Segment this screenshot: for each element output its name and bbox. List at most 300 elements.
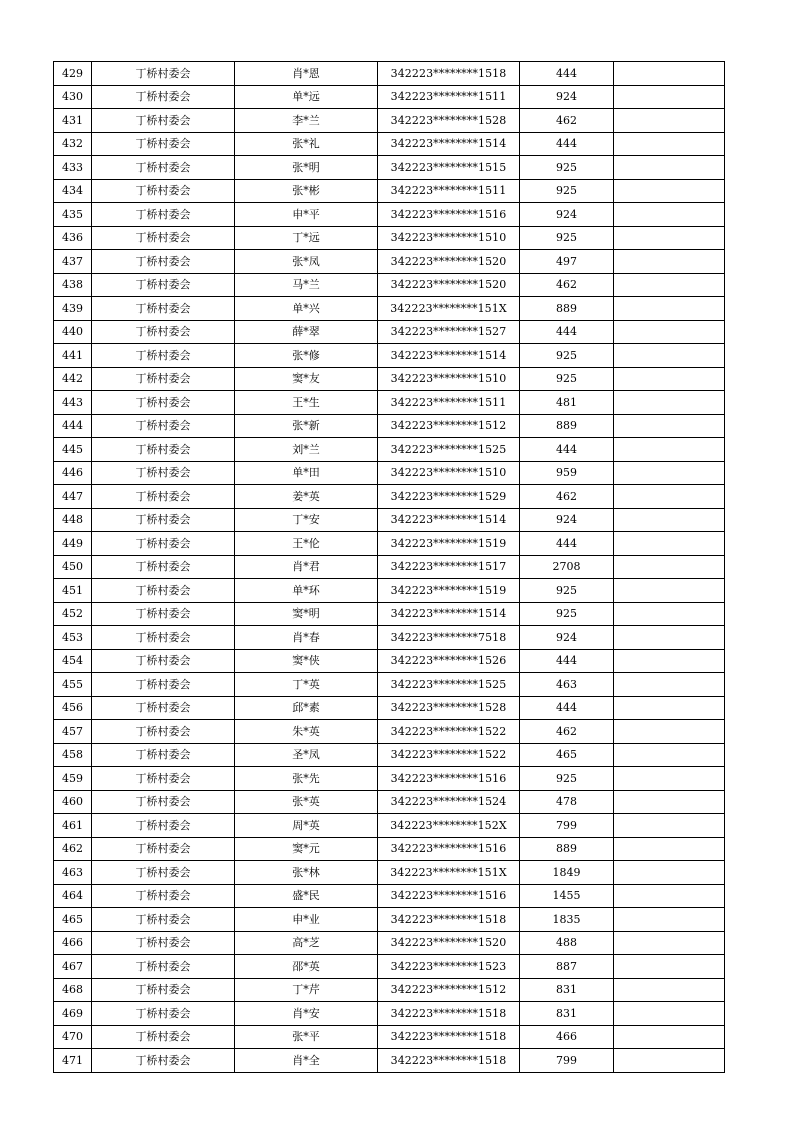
table-row [54,250,725,274]
table-row [54,62,725,86]
table-row [54,132,725,156]
amount-cell: 889 [520,837,614,861]
person-name-cell: 单*田 [235,461,378,485]
id-number-cell: 342223********1518 [378,1049,520,1073]
amount-cell: 1455 [520,884,614,908]
person-name-cell: 肖*全 [235,1049,378,1073]
id-number-cell: 342223********1510 [378,226,520,250]
row-number-cell: 439 [54,297,92,321]
village-cell: 丁桥村委会 [92,978,235,1002]
village-cell: 丁桥村委会 [92,85,235,109]
village-cell: 丁桥村委会 [92,203,235,227]
person-name-cell: 朱*英 [235,720,378,744]
person-name-cell: 王*生 [235,391,378,415]
amount-cell: 462 [520,485,614,509]
id-number-cell: 342223********1523 [378,955,520,979]
row-number-cell: 457 [54,720,92,744]
row-number-cell: 455 [54,673,92,697]
note-cell [614,1049,725,1073]
amount-cell: 831 [520,1002,614,1026]
id-number-cell: 342223********1520 [378,273,520,297]
village-cell: 丁桥村委会 [92,626,235,650]
note-cell [614,250,725,274]
amount-cell: 444 [520,532,614,556]
table-row [54,978,725,1002]
row-number-cell: 459 [54,767,92,791]
id-number-cell: 342223********1516 [378,203,520,227]
amount-cell: 925 [520,344,614,368]
row-number-cell: 454 [54,649,92,673]
amount-cell: 925 [520,156,614,180]
id-number-cell: 342223********1510 [378,461,520,485]
row-number-cell: 441 [54,344,92,368]
id-number-cell: 342223********1516 [378,837,520,861]
village-cell: 丁桥村委会 [92,156,235,180]
amount-cell: 925 [520,767,614,791]
amount-cell: 444 [520,696,614,720]
village-cell: 丁桥村委会 [92,508,235,532]
id-number-cell: 342223********151X [378,861,520,885]
note-cell [614,861,725,885]
village-cell: 丁桥村委会 [92,179,235,203]
table-row [54,767,725,791]
person-name-cell: 盛*民 [235,884,378,908]
village-cell: 丁桥村委会 [92,767,235,791]
note-cell [614,156,725,180]
note-cell [614,226,725,250]
id-number-cell: 342223********1516 [378,767,520,791]
id-number-cell: 342223********152X [378,814,520,838]
amount-cell: 924 [520,85,614,109]
amount-cell: 444 [520,132,614,156]
row-number-cell: 469 [54,1002,92,1026]
table-row [54,320,725,344]
id-number-cell: 342223********1518 [378,62,520,86]
person-name-cell: 窦*元 [235,837,378,861]
note-cell [614,743,725,767]
table-row [54,297,725,321]
id-number-cell: 342223********1511 [378,391,520,415]
note-cell [614,297,725,321]
table-row [54,649,725,673]
row-number-cell: 447 [54,485,92,509]
village-cell: 丁桥村委会 [92,391,235,415]
row-number-cell: 444 [54,414,92,438]
table-row [54,579,725,603]
amount-cell: 478 [520,790,614,814]
person-name-cell: 张*礼 [235,132,378,156]
village-cell: 丁桥村委会 [92,908,235,932]
amount-cell: 925 [520,579,614,603]
table-row [54,814,725,838]
person-name-cell: 丁*芹 [235,978,378,1002]
row-number-cell: 440 [54,320,92,344]
person-name-cell: 刘*兰 [235,438,378,462]
amount-cell: 2708 [520,555,614,579]
id-number-cell: 342223********1514 [378,508,520,532]
note-cell [614,203,725,227]
table-row [54,790,725,814]
person-name-cell: 肖*君 [235,555,378,579]
note-cell [614,109,725,133]
note-cell [614,85,725,109]
village-cell: 丁桥村委会 [92,790,235,814]
table-row [54,837,725,861]
table-row [54,955,725,979]
table-row [54,485,725,509]
row-number-cell: 436 [54,226,92,250]
amount-cell: 462 [520,273,614,297]
amount-cell: 799 [520,814,614,838]
amount-cell: 1835 [520,908,614,932]
id-number-cell: 342223********1518 [378,1025,520,1049]
row-number-cell: 435 [54,203,92,227]
row-number-cell: 429 [54,62,92,86]
note-cell [614,461,725,485]
id-number-cell: 342223********1520 [378,250,520,274]
note-cell [614,673,725,697]
row-number-cell: 446 [54,461,92,485]
village-cell: 丁桥村委会 [92,814,235,838]
village-cell: 丁桥村委会 [92,1049,235,1073]
note-cell [614,414,725,438]
person-name-cell: 窦*友 [235,367,378,391]
person-name-cell: 张*先 [235,767,378,791]
table-row [54,532,725,556]
row-number-cell: 461 [54,814,92,838]
amount-cell: 925 [520,367,614,391]
person-name-cell: 薛*翠 [235,320,378,344]
note-cell [614,579,725,603]
note-cell [614,132,725,156]
id-number-cell: 342223********1514 [378,602,520,626]
amount-cell: 444 [520,649,614,673]
row-number-cell: 433 [54,156,92,180]
row-number-cell: 460 [54,790,92,814]
person-name-cell: 邵*英 [235,955,378,979]
person-name-cell: 张*彬 [235,179,378,203]
id-number-cell: 342223********1518 [378,1002,520,1026]
id-number-cell: 342223********1515 [378,156,520,180]
amount-cell: 462 [520,109,614,133]
id-number-cell: 342223********1518 [378,908,520,932]
village-cell: 丁桥村委会 [92,438,235,462]
table-row [54,85,725,109]
person-name-cell: 肖*安 [235,1002,378,1026]
person-name-cell: 张*修 [235,344,378,368]
amount-cell: 444 [520,438,614,462]
village-cell: 丁桥村委会 [92,720,235,744]
village-cell: 丁桥村委会 [92,367,235,391]
id-number-cell: 342223********1514 [378,344,520,368]
id-number-cell: 342223********1511 [378,179,520,203]
id-number-cell: 342223********1527 [378,320,520,344]
note-cell [614,1025,725,1049]
row-number-cell: 445 [54,438,92,462]
id-number-cell: 342223********1511 [378,85,520,109]
table-row [54,391,725,415]
note-cell [614,884,725,908]
id-number-cell: 342223********1512 [378,414,520,438]
row-number-cell: 463 [54,861,92,885]
table-row [54,344,725,368]
person-name-cell: 圣*凤 [235,743,378,767]
row-number-cell: 467 [54,955,92,979]
note-cell [614,320,725,344]
village-cell: 丁桥村委会 [92,649,235,673]
table-body [54,62,725,1073]
subsidy-table [53,61,725,1073]
table-row [54,884,725,908]
amount-cell: 444 [520,62,614,86]
id-number-cell: 342223********1528 [378,109,520,133]
village-cell: 丁桥村委会 [92,696,235,720]
amount-cell: 465 [520,743,614,767]
id-number-cell: 342223********151X [378,297,520,321]
amount-cell: 889 [520,297,614,321]
note-cell [614,62,725,86]
row-number-cell: 437 [54,250,92,274]
person-name-cell: 单*远 [235,85,378,109]
note-cell [614,179,725,203]
row-number-cell: 448 [54,508,92,532]
id-number-cell: 342223********1525 [378,673,520,697]
amount-cell: 887 [520,955,614,979]
village-cell: 丁桥村委会 [92,555,235,579]
note-cell [614,532,725,556]
table-row [54,602,725,626]
table-row [54,555,725,579]
id-number-cell: 342223********1524 [378,790,520,814]
person-name-cell: 周*英 [235,814,378,838]
note-cell [614,273,725,297]
id-number-cell: 342223********1528 [378,696,520,720]
table-row [54,696,725,720]
note-cell [614,367,725,391]
table-row [54,226,725,250]
table-row [54,109,725,133]
table-row [54,179,725,203]
row-number-cell: 438 [54,273,92,297]
id-number-cell: 342223********1514 [378,132,520,156]
row-number-cell: 465 [54,908,92,932]
person-name-cell: 张*新 [235,414,378,438]
person-name-cell: 窦*明 [235,602,378,626]
village-cell: 丁桥村委会 [92,579,235,603]
table-row [54,1049,725,1073]
amount-cell: 959 [520,461,614,485]
village-cell: 丁桥村委会 [92,226,235,250]
row-number-cell: 430 [54,85,92,109]
person-name-cell: 王*伦 [235,532,378,556]
row-number-cell: 458 [54,743,92,767]
id-number-cell: 342223********1522 [378,743,520,767]
village-cell: 丁桥村委会 [92,109,235,133]
table-row [54,626,725,650]
village-cell: 丁桥村委会 [92,931,235,955]
note-cell [614,955,725,979]
person-name-cell: 肖*恩 [235,62,378,86]
person-name-cell: 张*明 [235,156,378,180]
table-row [54,673,725,697]
row-number-cell: 434 [54,179,92,203]
village-cell: 丁桥村委会 [92,532,235,556]
person-name-cell: 高*芝 [235,931,378,955]
village-cell: 丁桥村委会 [92,743,235,767]
table-row [54,156,725,180]
note-cell [614,391,725,415]
person-name-cell: 窦*侠 [235,649,378,673]
amount-cell: 925 [520,226,614,250]
table-row [54,1025,725,1049]
row-number-cell: 466 [54,931,92,955]
person-name-cell: 张*林 [235,861,378,885]
amount-cell: 466 [520,1025,614,1049]
person-name-cell: 张*平 [235,1025,378,1049]
table-row [54,931,725,955]
id-number-cell: 342223********1516 [378,884,520,908]
amount-cell: 799 [520,1049,614,1073]
note-cell [614,908,725,932]
note-cell [614,696,725,720]
row-number-cell: 468 [54,978,92,1002]
id-number-cell: 342223********1529 [378,485,520,509]
note-cell [614,767,725,791]
village-cell: 丁桥村委会 [92,602,235,626]
person-name-cell: 单*环 [235,579,378,603]
table-row [54,1002,725,1026]
note-cell [614,626,725,650]
village-cell: 丁桥村委会 [92,414,235,438]
table-row [54,414,725,438]
note-cell [614,602,725,626]
person-name-cell: 张*英 [235,790,378,814]
person-name-cell: 申*平 [235,203,378,227]
row-number-cell: 464 [54,884,92,908]
person-name-cell: 肖*春 [235,626,378,650]
row-number-cell: 431 [54,109,92,133]
amount-cell: 444 [520,320,614,344]
village-cell: 丁桥村委会 [92,485,235,509]
id-number-cell: 342223********7518 [378,626,520,650]
table-row [54,720,725,744]
village-cell: 丁桥村委会 [92,884,235,908]
village-cell: 丁桥村委会 [92,1002,235,1026]
row-number-cell: 471 [54,1049,92,1073]
note-cell [614,978,725,1002]
amount-cell: 497 [520,250,614,274]
amount-cell: 925 [520,179,614,203]
person-name-cell: 单*兴 [235,297,378,321]
table-row [54,508,725,532]
table-row [54,743,725,767]
village-cell: 丁桥村委会 [92,62,235,86]
person-name-cell: 邱*素 [235,696,378,720]
id-number-cell: 342223********1526 [378,649,520,673]
person-name-cell: 丁*安 [235,508,378,532]
id-number-cell: 342223********1517 [378,555,520,579]
row-number-cell: 456 [54,696,92,720]
village-cell: 丁桥村委会 [92,837,235,861]
table-row [54,203,725,227]
id-number-cell: 342223********1520 [378,931,520,955]
village-cell: 丁桥村委会 [92,344,235,368]
note-cell [614,438,725,462]
id-number-cell: 342223********1519 [378,579,520,603]
amount-cell: 488 [520,931,614,955]
village-cell: 丁桥村委会 [92,1025,235,1049]
data-sheet [53,61,718,1073]
village-cell: 丁桥村委会 [92,297,235,321]
row-number-cell: 462 [54,837,92,861]
amount-cell: 924 [520,626,614,650]
id-number-cell: 342223********1519 [378,532,520,556]
id-number-cell: 342223********1525 [378,438,520,462]
amount-cell: 889 [520,414,614,438]
note-cell [614,344,725,368]
person-name-cell: 丁*英 [235,673,378,697]
table-row [54,367,725,391]
row-number-cell: 443 [54,391,92,415]
amount-cell: 481 [520,391,614,415]
amount-cell: 924 [520,508,614,532]
amount-cell: 925 [520,602,614,626]
table-row [54,273,725,297]
amount-cell: 463 [520,673,614,697]
person-name-cell: 丁*远 [235,226,378,250]
village-cell: 丁桥村委会 [92,250,235,274]
table-row [54,438,725,462]
village-cell: 丁桥村委会 [92,955,235,979]
amount-cell: 1849 [520,861,614,885]
village-cell: 丁桥村委会 [92,673,235,697]
row-number-cell: 449 [54,532,92,556]
note-cell [614,814,725,838]
note-cell [614,720,725,744]
person-name-cell: 李*兰 [235,109,378,133]
note-cell [614,508,725,532]
row-number-cell: 451 [54,579,92,603]
table-row [54,461,725,485]
note-cell [614,837,725,861]
note-cell [614,1002,725,1026]
village-cell: 丁桥村委会 [92,461,235,485]
person-name-cell: 张*凤 [235,250,378,274]
note-cell [614,931,725,955]
row-number-cell: 442 [54,367,92,391]
row-number-cell: 432 [54,132,92,156]
row-number-cell: 452 [54,602,92,626]
village-cell: 丁桥村委会 [92,320,235,344]
row-number-cell: 453 [54,626,92,650]
row-number-cell: 450 [54,555,92,579]
note-cell [614,649,725,673]
amount-cell: 831 [520,978,614,1002]
person-name-cell: 申*业 [235,908,378,932]
id-number-cell: 342223********1512 [378,978,520,1002]
id-number-cell: 342223********1522 [378,720,520,744]
person-name-cell: 姜*英 [235,485,378,509]
amount-cell: 924 [520,203,614,227]
amount-cell: 462 [520,720,614,744]
table-row [54,908,725,932]
village-cell: 丁桥村委会 [92,132,235,156]
row-number-cell: 470 [54,1025,92,1049]
id-number-cell: 342223********1510 [378,367,520,391]
note-cell [614,485,725,509]
village-cell: 丁桥村委会 [92,861,235,885]
person-name-cell: 马*兰 [235,273,378,297]
